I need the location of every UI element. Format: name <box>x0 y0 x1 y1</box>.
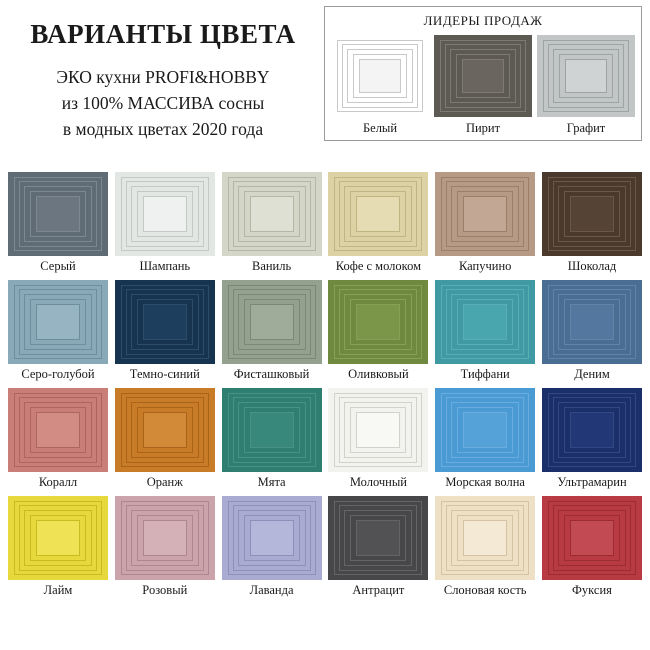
color-swatch-panel <box>8 496 108 580</box>
panel-center <box>462 59 504 93</box>
color-swatch-panel <box>328 388 428 472</box>
panel-center <box>565 59 607 93</box>
color-swatch-cell[interactable] <box>328 172 428 274</box>
panel-center <box>143 304 187 340</box>
color-swatch-panel <box>435 280 535 364</box>
color-swatch-panel <box>542 172 642 256</box>
color-name-label: Мята <box>257 475 286 489</box>
color-name-label: Фуксия <box>572 583 612 597</box>
color-name-label: Пирит <box>465 121 501 135</box>
swatch-row-4 <box>8 496 642 598</box>
color-swatch-cell[interactable] <box>435 172 535 274</box>
color-swatch-cell[interactable] <box>8 172 108 274</box>
color-name-label: Темно-синий <box>129 367 200 381</box>
color-swatch-panel <box>435 496 535 580</box>
color-name-label: Серо-голубой <box>21 367 95 381</box>
panel-center <box>250 196 294 232</box>
color-swatch-cell[interactable] <box>542 388 642 490</box>
color-swatch-cell[interactable] <box>222 172 322 274</box>
color-swatch-panel <box>328 496 428 580</box>
color-name-label: Молочный <box>349 475 407 489</box>
color-swatch-panel <box>222 388 322 472</box>
color-swatch-panel <box>8 388 108 472</box>
color-swatch-cell[interactable] <box>115 280 215 382</box>
color-name-label: Кофе с молоком <box>335 259 422 273</box>
color-swatch-cell[interactable] <box>222 280 322 382</box>
panel-center <box>570 304 614 340</box>
panel-center <box>250 520 294 556</box>
color-swatch-panel <box>115 280 215 364</box>
panel-center <box>570 196 614 232</box>
color-name-label: Лайм <box>43 583 73 597</box>
panel-center <box>250 304 294 340</box>
color-swatch-cell[interactable] <box>115 388 215 490</box>
subtitle-line-1: ЭКО кухни PROFI&HOBBY <box>56 66 270 87</box>
subtitle-line-2: из 100% МАССИВА сосны <box>61 92 265 113</box>
panel-center <box>36 520 80 556</box>
color-swatch-cell[interactable] <box>435 280 535 382</box>
color-name-label: Деним <box>574 367 610 381</box>
color-name-label: Ультрамарин <box>557 475 627 489</box>
color-name-label: Шоколад <box>567 259 617 273</box>
panel-center <box>463 520 507 556</box>
best-sellers-box <box>324 6 642 141</box>
color-swatch-panel <box>435 172 535 256</box>
color-name-label: Оливковый <box>348 367 409 381</box>
color-swatch-cell[interactable] <box>222 388 322 490</box>
panel-center <box>356 520 400 556</box>
panel-center <box>570 520 614 556</box>
panel-center <box>36 412 80 448</box>
color-swatch-panel <box>222 172 322 256</box>
color-name-label: Шампань <box>139 259 191 273</box>
panel-center <box>143 412 187 448</box>
color-swatch-cell[interactable] <box>115 496 215 598</box>
color-swatch-panel <box>542 280 642 364</box>
swatch-row-3 <box>8 388 642 490</box>
color-swatch-panel <box>537 35 635 117</box>
best-seller-swatch[interactable] <box>537 35 635 136</box>
color-swatch-cell[interactable] <box>328 280 428 382</box>
color-swatch-panel <box>542 496 642 580</box>
color-name-label: Лаванда <box>249 583 294 597</box>
best-seller-swatch[interactable] <box>331 35 429 136</box>
color-name-label: Серый <box>40 259 76 273</box>
color-swatch-panel <box>115 172 215 256</box>
color-name-label: Морская волна <box>445 475 525 489</box>
panel-center <box>356 304 400 340</box>
color-name-label: Слоновая кость <box>443 583 527 597</box>
panel-center <box>463 196 507 232</box>
color-name-label: Коралл <box>38 475 78 489</box>
color-swatch-cell[interactable] <box>542 280 642 382</box>
color-swatch-panel <box>115 388 215 472</box>
color-swatch-cell[interactable] <box>542 496 642 598</box>
color-swatch-panel <box>222 496 322 580</box>
swatch-row-2 <box>8 280 642 382</box>
color-name-label: Тиффани <box>460 367 510 381</box>
color-name-label: Оранж <box>146 475 183 489</box>
color-swatch-panel <box>222 280 322 364</box>
best-sellers-row <box>331 35 635 136</box>
color-swatch-cell[interactable] <box>435 496 535 598</box>
color-name-label: Белый <box>362 121 398 135</box>
panel-center <box>463 412 507 448</box>
best-sellers-title: ЛИДЕРЫ ПРОДАЖ <box>423 13 543 28</box>
color-swatch-cell[interactable] <box>115 172 215 274</box>
panel-center <box>570 412 614 448</box>
color-swatch-cell[interactable] <box>8 388 108 490</box>
panel-center <box>463 304 507 340</box>
color-name-label: Капучино <box>458 259 512 273</box>
color-swatch-panel <box>435 388 535 472</box>
header-text-block <box>8 6 318 142</box>
color-swatch-cell[interactable] <box>328 496 428 598</box>
panel-center <box>359 59 401 93</box>
page-title: ВАРИАНТЫ ЦВЕТА <box>30 19 296 49</box>
subtitle-line-3: в модных цветах 2020 года <box>62 119 264 140</box>
color-swatch-panel <box>328 280 428 364</box>
color-swatch-cell[interactable] <box>8 280 108 382</box>
page-subtitle <box>8 64 318 143</box>
color-name-label: Ваниль <box>251 259 292 273</box>
color-swatch-panel <box>542 388 642 472</box>
color-name-label: Фисташковый <box>233 367 310 381</box>
best-seller-swatch[interactable] <box>434 35 532 136</box>
panel-center <box>356 412 400 448</box>
color-swatch-panel <box>8 280 108 364</box>
swatch-row-1 <box>8 172 642 274</box>
panel-center <box>36 196 80 232</box>
color-swatch-grid <box>0 168 650 598</box>
panel-center <box>143 196 187 232</box>
color-swatch-panel <box>331 35 429 117</box>
color-name-label: Антрацит <box>352 583 405 597</box>
color-swatch-cell[interactable] <box>222 496 322 598</box>
color-swatch-cell[interactable] <box>542 172 642 274</box>
color-swatch-panel <box>328 172 428 256</box>
panel-center <box>143 520 187 556</box>
color-swatch-cell[interactable] <box>435 388 535 490</box>
color-swatch-panel <box>434 35 532 117</box>
poster-header <box>0 0 650 168</box>
color-swatch-panel <box>115 496 215 580</box>
color-name-label: Графит <box>566 121 606 135</box>
panel-center <box>36 304 80 340</box>
color-swatch-cell[interactable] <box>328 388 428 490</box>
color-swatch-cell[interactable] <box>8 496 108 598</box>
color-swatch-panel <box>8 172 108 256</box>
panel-center <box>250 412 294 448</box>
color-name-label: Розовый <box>142 583 188 597</box>
panel-center <box>356 196 400 232</box>
